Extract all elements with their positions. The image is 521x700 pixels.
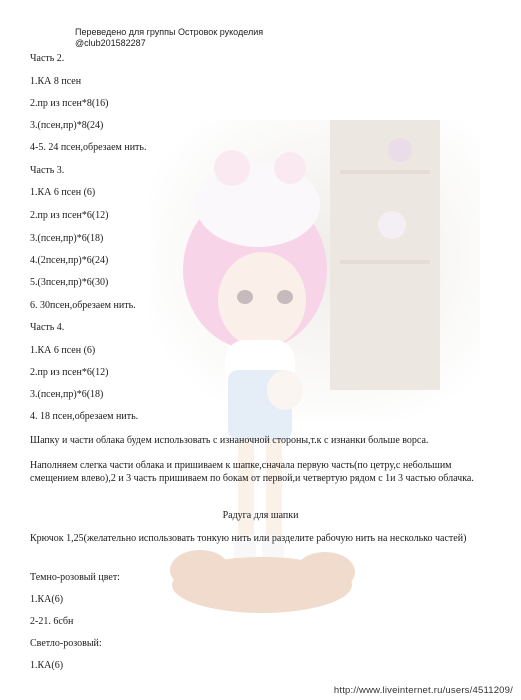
instruction-row: 2.пр из псен*6(12) [30, 367, 109, 378]
instruction-row: 2.пр из псен*8(16) [30, 98, 109, 109]
note-paragraph: Шапку и части облака будем использовать с изнаночной стороны,т.к с изнанки больше ворса. [30, 435, 429, 446]
instruction-row: 2-21. 6сбн [30, 616, 74, 627]
part-3-heading: Часть 3. [30, 165, 65, 176]
instruction-row: 3.(псен,пр)*8(24) [30, 120, 104, 131]
hook-paragraph: Крючок 1,25(желательно использовать тонкую нить или разделите рабочую нить на несколько частей) [30, 533, 467, 544]
instruction-row: 1.КА 8 псен [30, 76, 82, 87]
instruction-row: 3.(псен,пр)*6(18) [30, 233, 104, 244]
instruction-row: 6. 30псен,обрезаем нить. [30, 300, 136, 311]
note-paragraph: Наполняем слегка части облака и пришиваем к шапке,сначала первую часть(по цетру,с небольшим смещением влево),2 и 3 часть пришиваем по бокам от первой,и четвертую рядом с 1и 3 частью облачка. [30, 460, 474, 484]
color-heading: Светло-розовый: [30, 638, 102, 649]
group-id-line: @club201582287 [75, 38, 146, 48]
part-4-heading: Часть 4. [30, 322, 65, 333]
color-heading: Темно-розовый цвет: [30, 572, 120, 583]
instruction-row: 5.(3псен,пр)*6(30) [30, 277, 109, 288]
section-title: Радуга для шапки [222, 510, 299, 521]
instruction-row: 1.КА 6 псен (6) [30, 345, 96, 356]
instruction-row: 1.КА(6) [30, 660, 64, 671]
group-credit [75, 27, 263, 49]
instruction-row: 2.пр из псен*6(12) [30, 210, 109, 221]
group-credit-line: Переведено для группы Островок рукоделия [75, 27, 264, 37]
instruction-row: 4-5. 24 псен,обрезаем нить. [30, 142, 147, 153]
instruction-row: 3.(псен,пр)*6(18) [30, 389, 104, 400]
instruction-row: 1.КА(6) [30, 594, 64, 605]
instruction-row: 4.(2псен,пр)*6(24) [30, 255, 109, 266]
source-url: http://www.liveinternet.ru/users/4511209/ [333, 685, 513, 696]
instruction-row: 4. 18 псен,обрезаем нить. [30, 411, 139, 422]
part-2-heading: Часть 2. [30, 53, 65, 64]
instruction-row: 1.КА 6 псен (6) [30, 187, 96, 198]
